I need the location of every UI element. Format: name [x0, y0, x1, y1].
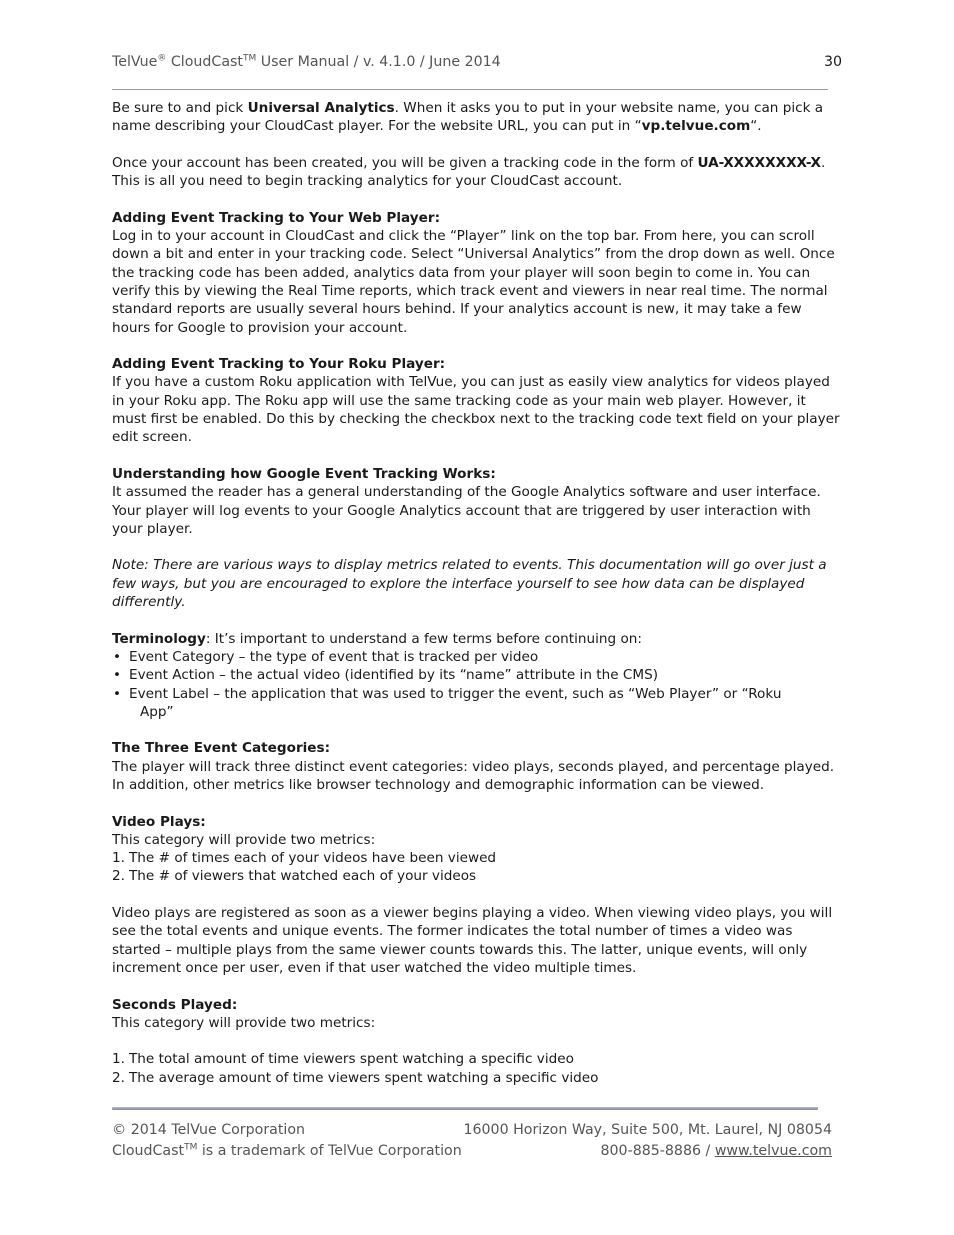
page-footer [112, 1120, 832, 1162]
list-item: 1. The # of times each of your videos have been viewed [112, 850, 497, 867]
document-title: TelVue® CloudCast™ User Manual / v. 4.1.0 / June 2014 [112, 53, 501, 70]
footer-address: 16000 Horizon Way, Suite 500, Mt. Laurel, NJ 08054 [463, 1122, 832, 1138]
three-categories-heading: The Three Event Categories: [112, 740, 331, 757]
terminology-intro: Terminology: It’s important to understand a few terms before continuing on: [112, 630, 642, 647]
note-paragraph: Note: There are various ways to display metrics related to events. This documentation will go over just a few ways, but you are encouraged to explore the interface yourself to see how data can be displayed differently. [112, 557, 827, 611]
page-header [112, 54, 842, 74]
footer-contact: 800-885-8886 / www.telvue.com [600, 1143, 832, 1159]
seconds-played-intro: This category will provide two metrics: [112, 1014, 376, 1031]
list-item: 1. The total amount of time viewers spent watching a specific video [112, 1051, 574, 1068]
video-plays-heading: Video Plays: [112, 813, 206, 830]
three-categories-body: The player will track three distinct event categories: video plays, seconds played, and percentage played. In addition, other metrics like browser technology and demographic information can be viewed. [112, 758, 835, 793]
understanding-heading: Understanding how Google Event Tracking Works: [112, 465, 496, 482]
page-number: 30 [823, 54, 842, 70]
web-player-heading: Adding Event Tracking to Your Web Player: [112, 209, 441, 226]
roku-player-body: If you have a custom Roku application with TelVue, you can just as easily view analytics for videos played in your Roku app. The Roku app will use the same tracking code as your main web player. However, it must first be enabled. Do this by checking the checkbox next to the tracking code text field on your player edit screen. [112, 374, 840, 446]
video-plays-body: Video plays are registered as soon as a viewer begins playing a video. When viewing video plays, you will see the total events and unique events. The former indicates the total number of times a video was started – multiple plays from the same viewer counts towards this. The latter, unique events, will only increment once per user, even if that user watched the video multiple times. [112, 905, 833, 976]
footer-copyright: © 2014 TelVue Corporation [112, 1122, 306, 1138]
web-player-body: Log in to your account in CloudCast and click the “Player” link on the top bar. From here, you can scroll down a bit and enter in your tracking code. Select “Universal Analytics” from the drop down as well. Once the tracking code has been added, analytics data from your player will soon begin to come in. You can verify this by viewing the Real Time reports, which track event and viewers in near real time. The normal standard reports are usually several hours behind. If your analytics account is new, it may take a few hours for Google to provision your account. [112, 228, 835, 336]
list-item: • Event Category – the type of event that is tracked per video [112, 648, 842, 666]
list-item: 2. The # of viewers that watched each of your videos [112, 868, 477, 885]
list-item: • Event Label – the application that was used to trigger the event, such as “Web Player” or “Roku App” [112, 685, 842, 722]
intro-paragraph-2: Once your account has been created, you will be given a tracking code in the form of UA-XXXXXXXX-X. This is all you need to begin tracking analytics for your CloudCast account. [112, 154, 826, 190]
terminology-list [112, 648, 842, 721]
website-link[interactable]: www.telvue.com [714, 1143, 832, 1159]
seconds-played-heading: Seconds Played: [112, 996, 238, 1013]
seconds-played-list [112, 1050, 842, 1087]
footer-trademark: CloudCast™ is a trademark of TelVue Corporation [112, 1142, 462, 1159]
video-plays-list [112, 849, 842, 886]
understanding-body: It assumed the reader has a general understanding of the Google Analytics software and user interface. Your player will log events to your Google Analytics account that are triggered by user interaction with your player. [112, 484, 821, 537]
list-item: 2. The average amount of time viewers spent watching a specific video [112, 1069, 599, 1086]
intro-paragraph-1: Be sure to and pick Universal Analytics. When it asks you to put in your website name, you can pick a name describing your CloudCast player. For the website URL, you can put in “vp.telvue.com“. [112, 100, 824, 135]
page-body [112, 99, 842, 1087]
video-plays-intro: This category will provide two metrics: [112, 831, 376, 848]
list-item: • Event Action – the actual video (identified by its “name” attribute in the CMS) [112, 666, 842, 684]
header-divider [112, 89, 828, 90]
footer-divider [112, 1107, 818, 1110]
roku-player-heading: Adding Event Tracking to Your Roku Player: [112, 356, 446, 373]
